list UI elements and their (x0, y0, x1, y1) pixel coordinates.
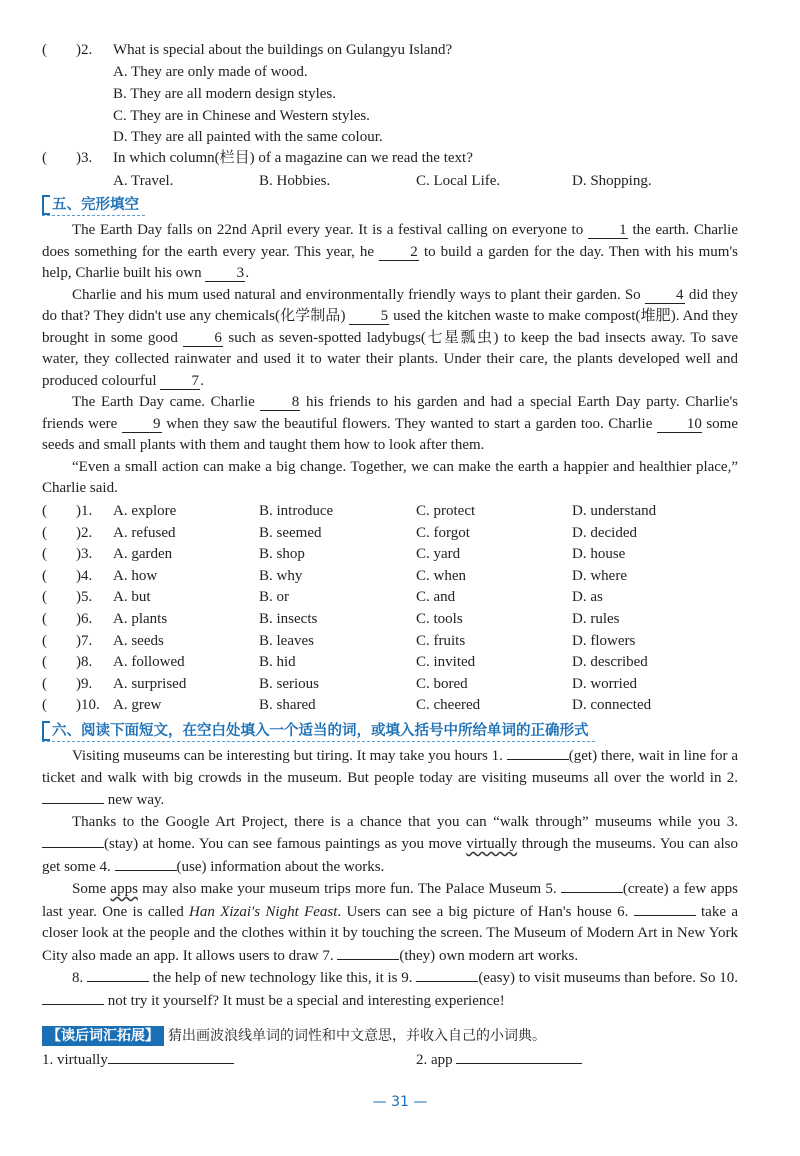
vocab-extension (42, 1026, 546, 1047)
paragraph: Some apps may also make your museum trips more fun. The Palace Museum 5. (create) a few apps last year. One is called Han Xizai's Night Feast. Users can see a big picture of Han's house 6. take a closer look at the people and the clothes within it by touching the screen. The Museum of Modern Art in New York City also made an app. It allows users to draw 7. (they) own modern art works. (42, 878, 738, 967)
cloze-passage (42, 220, 738, 500)
choice-option-c: C. tools (416, 611, 463, 627)
paragraph: Charlie and his mum used natural and environmentally friendly ways to plant their garden. So 4 did they do that? They didn't use any chemicals(化学制品) 5 used the kitchen waste to make compost(堆肥). And they brought in some good 6 such as seven-spotted ladybugs(七星瓢虫) to keep the bad insects away. To save water, they collected rainwater and used it to water their plants. Under their care, the plants developed well and produced colourful 7. (42, 286, 738, 389)
answer-blank-8[interactable] (87, 967, 149, 982)
blank-9[interactable]: 9 (122, 416, 162, 433)
option: A. They are only made of wood. (113, 64, 308, 80)
choice-option-a: A. garden (113, 546, 173, 563)
choice-option-d: D. flowers (572, 632, 636, 649)
choice-option-b: B. shop (259, 546, 305, 563)
option: B. They are all modern design styles. (113, 86, 337, 102)
choice-option-b: B. hid (259, 654, 296, 671)
blank-8[interactable]: 8 (260, 394, 300, 411)
choice-option-b: B. shared (259, 697, 316, 714)
choice-option-d: D. decided (572, 524, 637, 541)
wavy-word-apps: apps (110, 881, 138, 897)
vocab-answer-line[interactable] (108, 1049, 234, 1064)
choice-option-c: C. invited (416, 654, 476, 671)
question-text: What is special about the buildings on Gulangyu Island? (113, 42, 453, 58)
choice-option-a: A. plants (113, 611, 168, 627)
paragraph: The Earth Day came. Charlie 8 his friends to his garden and had a special Earth Day party. Charlie's friends were 9 when they saw the beautiful flowers. They wanted to start a garden too. Charlie 10 some seeds and small plants with them and taught them how to look after them. (42, 394, 739, 453)
paragraph: “Even a small action can make a big change. Together, we can make the earth a happier and healthier place,” Charlie said. (42, 458, 738, 496)
vocab-answer-line[interactable] (456, 1049, 582, 1064)
answer-blank-9[interactable] (416, 967, 478, 982)
paragraph: 8. the help of new technology like this, it is 9. (easy) to visit museums than before. So 10. not try it yourself? It must be a special and interesting experience! (42, 967, 738, 1012)
choice-option-a: A. grew (113, 697, 162, 714)
blank-7[interactable]: 7 (160, 373, 200, 390)
choice-option-a: A. surprised (113, 675, 187, 692)
choice-option-d: D. as (572, 589, 603, 606)
vocab-item-2: 2. app (416, 1049, 582, 1071)
fill-in-passage (42, 745, 738, 1012)
choice-option-b: B. seemed (259, 524, 322, 541)
answer-blank-6[interactable] (634, 901, 696, 916)
choice-option-d: D. rules (572, 611, 620, 627)
blank-10[interactable]: 10 (657, 416, 702, 433)
page-number: — 31 — (372, 1094, 428, 1110)
choice-option-a: A. explore (113, 503, 177, 519)
section-5-heading: 五、完形填空 (42, 194, 145, 216)
section-6-heading: 六、阅读下面短文，在空白处填入一个适当的词，或填入括号中所给单词的正确形式 (42, 720, 595, 742)
choice-option-c: C. fruits (416, 632, 466, 649)
choice-option-a: A. how (113, 567, 158, 584)
answer-blank-1[interactable] (507, 745, 569, 760)
choice-option-c: C. when (416, 567, 466, 584)
choice-option-a: A. refused (113, 524, 176, 541)
question-text: In which column(栏目) of a magazine can we read the text? (113, 150, 473, 166)
choice-option-a: A. but (113, 589, 151, 606)
worksheet-page: ( )2. What is special about the buildings on Gulangyu Island? A. They are only made of wood. B. They are all modern design styles. C. They are in Chinese and Western styles. D. They are all painted with the same colour. ( )3. In which column(栏目) of a magazine can we read the text? A. Travel. B. Hobbies. C. Local Life. D. Shopping. 五、完形填空 The Earth Day falls on 22nd April every year. It is a festival calling on everyone to 1 the earth. Charlie does something for the earth every year. This year, he 2 to build a garden for the day. Then with his mum's help, Charlie built his own 3. Charlie and his mum used natural and environmentally friendly ways to plant their garden. So 4 did they do that? They didn't use any chemicals(化学制品) 5 used the kitchen waste to make compost(堆肥). And they brought in some good 6 such as seven-spotted ladybugs(七星瓢虫) to keep the bad insects away. To save water, they collected rainwater and used it to water their plants. Under their care, the plants developed well and produced colourful 7. The Earth Day came. Charlie 8 his friends to his garden and had a special Earth Day party. Charlie's friends were 9 when they saw the beautiful flowers. They wanted to start a garden too. Charlie 10 some seeds and small plants with them and taught them how to look after them. “Even a small action can make a big change. Together, we can make the earth a happier and healthier place,” Charlie said. ( )1. A. explore B. introduce C. protect D. understand ( )2. A. refused B. seemed C. forgot D. decided ( )3. A. garden B. shop C. yard D. house ( )4. A. how B. why C. when D. where ( )5. A. but B. or C. and D. as ( )6. A. plants B. insects C. tools D. rules ( )7. A. seeds B. leaves C. fruits D. flowers ( )8. A. followed B. hid C. invited D. described ( )9. A. surprised B. serious C. bored D. worried ( )10. A. grew B. shared C. cheered D. connected 六、阅读下面短文，在空白处填入一个适当的词，或填入括号中所给单词的正确形式 Visiting museums can be interesting but tiring. It may take you hours 1. (get) there, wait in line for a ticket and walk with big crowds in the museum. But people today are visiting museums all over the world in 2. new way. Thanks to the Google Art Project, there is a chance that you can “walk through” museums while you 3. (stay) at home. You can see famous paintings as you move virtually through the museums. You can also get some 4. (use) information about the works. Some apps may also make your museum trips more fun. The Palace Museum 5. (create) a few apps last year. One is called Han Xizai's Night Feast. Users can see a big picture of Han's house 6. take a closer look at the people and the clothes within it by touching the screen. The Museum of Modern Art in New York City also made an app. It allows users to draw 7. (they) own modern art works. 8. the help of new technology like this, it is 9. (easy) to visit museums than before. So 10. not try it yourself? It must be a special and interesting experience! 【读后词汇拓展】 猜出画波浪线单词的词性和中文意思，并收入自己的小词典。 1. virtually 2. app — 31 — (0, 0, 800, 1156)
choice-option-a: A. seeds (113, 632, 164, 649)
answer-blank-10[interactable] (42, 990, 104, 1005)
choice-option-c: C. protect (416, 503, 476, 519)
option: B. Hobbies. (259, 173, 331, 189)
choice-option-d: D. worried (572, 675, 637, 692)
paragraph: Thanks to the Google Art Project, there is a chance that you can “walk through” museums while you 3. (stay) at home. You can see famous paintings as you move virtually through the museums. You can also get some 4. (use) information about the works. (42, 813, 738, 875)
choice-option-b: B. or (259, 589, 289, 606)
option: D. They are all painted with the same colour. (113, 129, 383, 145)
option: D. Shopping. (572, 173, 652, 189)
vocab-item-1: 1. virtually (42, 1049, 234, 1071)
option: C. Local Life. (416, 173, 501, 189)
choice-option-b: B. introduce (259, 503, 334, 519)
answer-blank-4[interactable] (115, 856, 177, 871)
choice-option-d: D. house (572, 546, 626, 563)
blank-4[interactable]: 4 (645, 287, 685, 304)
choice-option-b: B. serious (259, 675, 319, 692)
blank-2[interactable]: 2 (379, 244, 419, 261)
paragraph: The Earth Day falls on 22nd April every year. It is a festival calling on everyone to 1 the earth. Charlie does something for the earth every year. This year, he 2 to build a garden for the day. Then with his mum's help, Charlie built his own 3. (42, 222, 738, 281)
choice-option-d: D. understand (572, 503, 657, 519)
answer-blank-2[interactable] (42, 789, 104, 804)
choice-option-d: D. connected (572, 697, 652, 714)
choice-option-b: B. leaves (259, 632, 314, 649)
option: C. They are in Chinese and Western styles. (113, 108, 370, 124)
blank-6[interactable]: 6 (183, 330, 223, 347)
choice-option-b: B. insects (259, 611, 318, 627)
choice-option-d: D. described (572, 654, 648, 671)
blank-5[interactable]: 5 (349, 308, 389, 325)
choice-option-c: C. cheered (416, 697, 481, 714)
choice-option-c: C. yard (416, 546, 461, 563)
choice-option-b: B. why (259, 567, 303, 584)
option: A. Travel. (113, 173, 174, 189)
choice-option-c: C. forgot (416, 524, 470, 541)
answer-blank-7[interactable] (337, 945, 399, 960)
title-italic: Han Xizai's Night Feast (189, 903, 338, 920)
answer-blank-5[interactable] (561, 878, 623, 893)
blank-1[interactable]: 1 (588, 222, 628, 239)
blank-3[interactable]: 3 (205, 265, 245, 282)
paragraph: Visiting museums can be interesting but tiring. It may take you hours 1. (get) there, wait in line for a ticket and walk with big crowds in the museum. But people today are visiting museums all over the world in 2. new way. (42, 745, 738, 812)
choice-option-a: A. followed (113, 654, 185, 671)
extension-label: 【读后词汇拓展】 (42, 1026, 164, 1046)
wavy-word-virtually: virtually (466, 836, 518, 852)
choice-option-c: C. and (416, 589, 456, 606)
choice-option-d: D. where (572, 567, 627, 584)
answer-blank-3[interactable] (42, 833, 104, 848)
choice-option-c: C. bored (416, 675, 468, 692)
extension-instruction: 猜出画波浪线单词的词性和中文意思，并收入自己的小词典。 (168, 1028, 546, 1044)
